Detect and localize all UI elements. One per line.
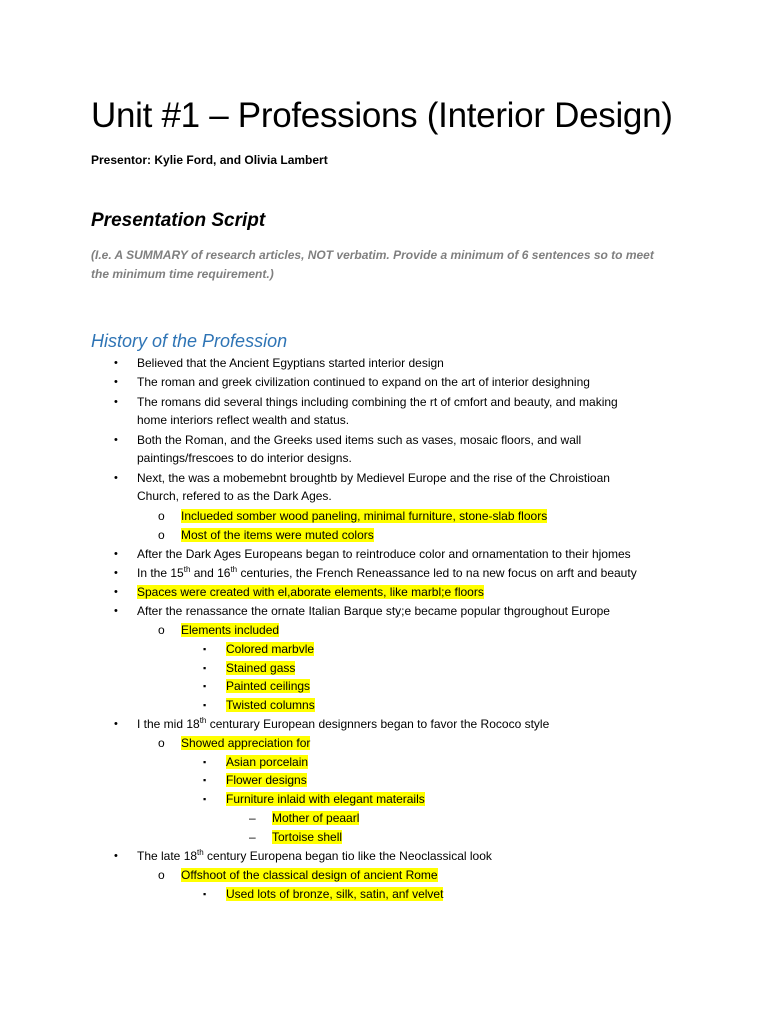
list-item: The roman and greek civilization continued to expand on the art of interior desighning	[137, 375, 590, 389]
bullet-icon: •	[114, 376, 118, 388]
instructions-line: (I.e. A SUMMARY of research articles, NOT verbatim. Provide a minimum of 6 sentences so to meet	[91, 248, 654, 262]
bullet-icon: •	[114, 434, 118, 446]
sub-list-item: Showed appreciation for	[181, 736, 311, 750]
list-item: I the mid 18th centurary European designners began to favor the Rococo style	[137, 716, 550, 731]
list-item: Believed that the Ancient Egyptians started interior design	[137, 356, 444, 370]
sub-sub-list-item: Stained gass	[226, 661, 296, 675]
sub-sub-list-item: Asian porcelain	[226, 755, 309, 769]
square-bullet-icon: ▪	[203, 794, 207, 804]
list-item: In the 15th and 16th centuries, the French Reneassance led to na new focus on arft and beauty	[137, 565, 637, 580]
list-item-continuation: paintings/frescoes to do interior designs.	[137, 451, 352, 465]
square-bullet-icon: ▪	[203, 889, 207, 899]
sub-sub-list-item: Twisted columns	[226, 698, 315, 712]
dash-list-item: Mother of peaarl	[272, 811, 360, 825]
document-title: Unit #1 – Professions (Interior Design)	[91, 96, 673, 135]
list-item: Next, the was a mobemebnt broughtb by Medievel Europe and the rise of the Chroistioan	[137, 471, 610, 485]
list-item-continuation: home interiors reflect wealth and status.	[137, 413, 350, 427]
circle-bullet-icon: o	[158, 509, 165, 523]
sub-list-item: Inclueded somber wood paneling, minimal furniture, stone-slab floors	[181, 509, 548, 523]
history-heading: History of the Profession	[91, 331, 288, 351]
presentor-line: Presentor: Kylie Ford, and Olivia Lambert	[91, 153, 328, 167]
dash-bullet-icon: –	[249, 811, 256, 825]
dash-list-item: Tortoise shell	[272, 830, 343, 844]
square-bullet-icon: ▪	[203, 775, 207, 785]
sub-sub-list-item: Painted ceilings	[226, 679, 311, 693]
circle-bullet-icon: o	[158, 528, 165, 542]
sub-sub-list-item: Colored marbvle	[226, 642, 315, 656]
bullet-icon: •	[114, 850, 118, 862]
script-instructions	[91, 246, 691, 284]
sub-list-item: Elements included	[181, 623, 280, 637]
list-item: Spaces were created with el,aborate elements, like marbl;e floors	[137, 585, 484, 599]
bullet-icon: •	[114, 396, 118, 408]
list-item: The late 18th century Europena began tio like the Neoclassical look	[137, 848, 492, 863]
list-item: The romans did several things including combining the rt of cmfort and beauty, and making	[137, 395, 618, 409]
square-bullet-icon: ▪	[203, 663, 207, 673]
square-bullet-icon: ▪	[203, 681, 207, 691]
square-bullet-icon: ▪	[203, 700, 207, 710]
circle-bullet-icon: o	[158, 623, 165, 637]
bullet-icon: •	[114, 548, 118, 560]
bullet-icon: •	[114, 718, 118, 730]
list-item: After the Dark Ages Europeans began to reintroduce color and ornamentation to their hjomes	[137, 547, 631, 561]
circle-bullet-icon: o	[158, 868, 165, 882]
sub-sub-list-item: Furniture inlaid with elegant materails	[226, 792, 425, 806]
dash-bullet-icon: –	[249, 830, 256, 844]
bullet-icon: •	[114, 586, 118, 598]
instructions-line: the minimum time requirement.)	[91, 267, 274, 281]
square-bullet-icon: ▪	[203, 757, 207, 767]
list-item: Both the Roman, and the Greeks used items such as vases, mosaic floors, and wall	[137, 433, 582, 447]
presentation-script-heading: Presentation Script	[91, 210, 266, 231]
bullet-icon: •	[114, 357, 118, 369]
list-item: After the renassance the ornate Italian Barque sty;e became popular thgroughout Europe	[137, 604, 610, 618]
sub-sub-list-item: Flower designs	[226, 773, 307, 787]
sub-list-item: Most of the items were muted colors	[181, 528, 374, 542]
list-item-continuation: Church, refered to as the Dark Ages.	[137, 489, 332, 503]
bullet-icon: •	[114, 567, 118, 579]
bullet-icon: •	[114, 605, 118, 617]
sub-sub-list-item: Used lots of bronze, silk, satin, anf velvet	[226, 887, 444, 901]
sub-list-item: Offshoot of the classical design of ancient Rome	[181, 868, 438, 882]
square-bullet-icon: ▪	[203, 644, 207, 654]
bullet-icon: •	[114, 472, 118, 484]
circle-bullet-icon: o	[158, 736, 165, 750]
